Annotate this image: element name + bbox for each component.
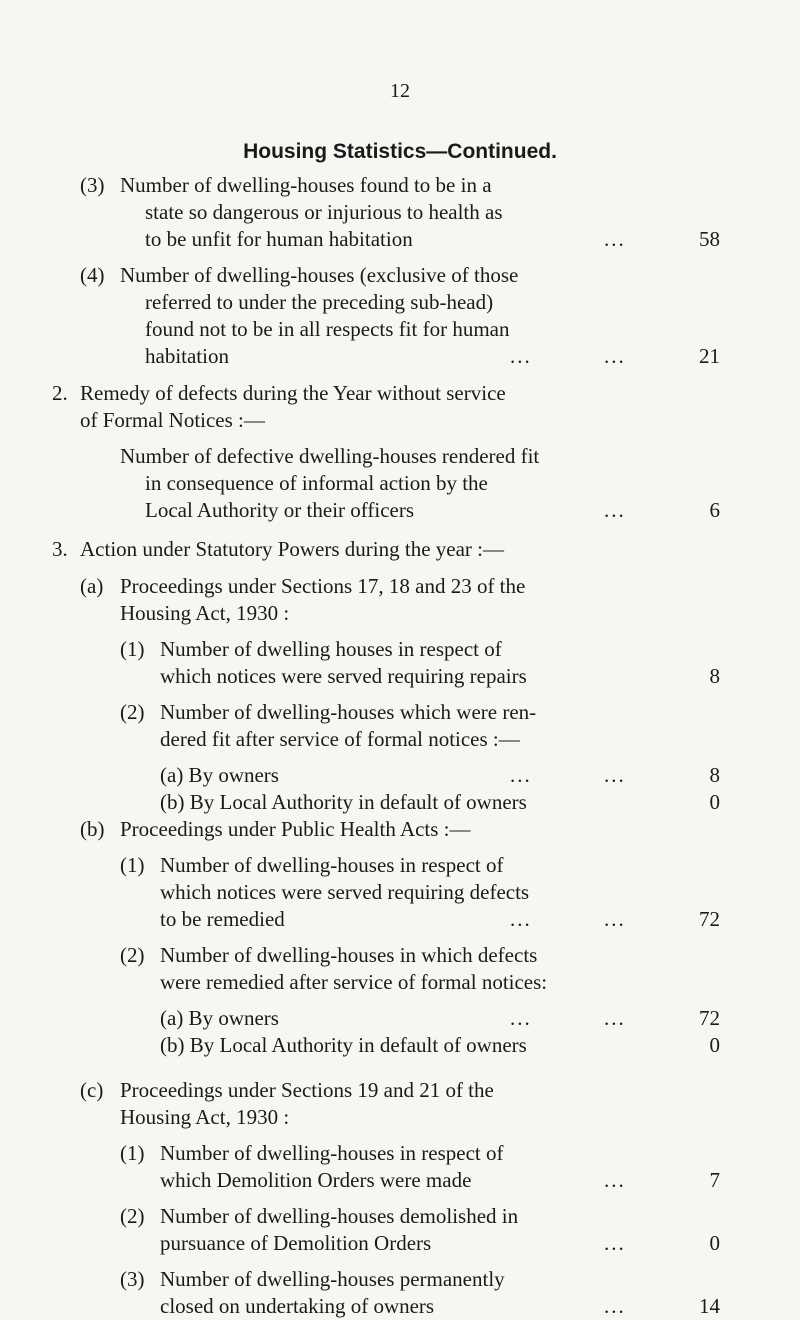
section-3c-3-line-2: closed on undertaking of owners [160, 1294, 435, 1318]
section-2-label: 2. [52, 381, 68, 405]
section-3a-owners: (a) By owners [160, 763, 279, 787]
section-3c-2-label: (2) [120, 1204, 145, 1228]
section-3a-1-value: 8 [709, 664, 720, 688]
section-3-title: Action under Statutory Powers during the year :— [80, 537, 504, 561]
item-3-leader: ... [604, 227, 626, 251]
section-3c-line-1: Proceedings under Sections 19 and 21 of the [120, 1078, 494, 1102]
section-2-sub-line-1: Number of defective dwelling-houses rendered fit [120, 444, 540, 468]
section-3a-local-authority-value: 0 [709, 790, 720, 814]
item-4-line-4: habitation [145, 344, 229, 368]
section-3b-local-authority: (b) By Local Authority in default of owners [160, 1033, 527, 1057]
section-3c-3-line-1: Number of dwelling-houses permanently [160, 1267, 505, 1291]
section-2-value: 6 [709, 498, 720, 522]
item-3-value: 58 [699, 227, 720, 251]
section-3a-1-line-1: Number of dwelling houses in respect of [160, 637, 502, 661]
section-3a-local-authority: (b) By Local Authority in default of owners [160, 790, 527, 814]
section-3b-owners: (a) By owners [160, 1006, 279, 1030]
section-3c-label: (c) [80, 1078, 104, 1102]
item-3-line-2: state so dangerous or injurious to health as [145, 200, 503, 224]
item-3-line-3: to be unfit for human habitation [145, 227, 413, 251]
section-3a-owners-leader-2: ... [604, 763, 626, 787]
section-3b-1-leader-2: ... [604, 907, 626, 931]
section-3a-2-label: (2) [120, 700, 145, 724]
item-4-line-1: Number of dwelling-houses (exclusive of those [120, 263, 519, 287]
section-2-sub-line-2: in consequence of informal action by the [145, 471, 488, 495]
section-2-leader: ... [604, 498, 626, 522]
section-3b-1-leader-1: ... [510, 907, 532, 931]
section-3b-owners-leader-2: ... [604, 1006, 626, 1030]
section-3c-1-line-1: Number of dwelling-houses in respect of [160, 1141, 504, 1165]
page-title: Housing Statistics—Continued. [243, 140, 557, 163]
section-3b-label: (b) [80, 817, 105, 841]
item-4-leader-1: ... [510, 344, 532, 368]
section-3c-line-2: Housing Act, 1930 : [120, 1105, 290, 1129]
item-3-label: (3) [80, 173, 105, 197]
section-3c-2-line-2: pursuance of Demolition Orders [160, 1231, 432, 1255]
item-4-line-2: referred to under the preceding sub-head) [145, 290, 494, 314]
item-4-value: 21 [699, 344, 720, 368]
section-3b-2-line-2: were remedied after service of formal notices: [160, 970, 548, 994]
section-3b-1-line-2: which notices were served requiring defects [160, 880, 530, 904]
section-3c-2-line-1: Number of dwelling-houses demolished in [160, 1204, 519, 1228]
section-3b-owners-leader-1: ... [510, 1006, 532, 1030]
section-3-label: 3. [52, 537, 68, 561]
item-4-label: (4) [80, 263, 105, 287]
section-3b-line-1: Proceedings under Public Health Acts :— [120, 817, 471, 841]
section-3b-owners-value: 72 [699, 1006, 720, 1030]
item-4-line-3: found not to be in all respects fit for human [145, 317, 510, 341]
section-3b-1-label: (1) [120, 853, 145, 877]
item-4-leader-2: ... [604, 344, 626, 368]
section-3c-3-value: 14 [699, 1294, 720, 1318]
section-3a-line-1: Proceedings under Sections 17, 18 and 23 of the [120, 574, 526, 598]
section-3a-2-line-1: Number of dwelling-houses which were ren- [160, 700, 537, 724]
section-3c-1-line-2: which Demolition Orders were made [160, 1168, 472, 1192]
section-3c-1-value: 7 [709, 1168, 720, 1192]
page-number: 12 [390, 80, 410, 102]
section-2-sub-line-3: Local Authority or their officers [145, 498, 415, 522]
section-3c-2-value: 0 [709, 1231, 720, 1255]
section-3b-2-line-1: Number of dwelling-houses in which defects [160, 943, 538, 967]
section-3b-1-line-3: to be remedied [160, 907, 285, 931]
section-3a-1-label: (1) [120, 637, 145, 661]
section-3a-owners-value: 8 [709, 763, 720, 787]
section-3b-1-line-1: Number of dwelling-houses in respect of [160, 853, 504, 877]
section-3b-2-label: (2) [120, 943, 145, 967]
section-3a-line-2: Housing Act, 1930 : [120, 601, 290, 625]
item-3-line-1: Number of dwelling-houses found to be in a [120, 173, 492, 197]
section-3b-1-value: 72 [699, 907, 720, 931]
section-2-line-1: Remedy of defects during the Year without service [80, 381, 506, 405]
section-3c-1-label: (1) [120, 1141, 145, 1165]
section-3c-1-leader: ... [604, 1168, 626, 1192]
section-2-line-2: of Formal Notices :— [80, 408, 265, 432]
section-3a-1-line-2: which notices were served requiring repairs [160, 664, 527, 688]
section-3c-3-label: (3) [120, 1267, 145, 1291]
section-3b-local-authority-value: 0 [709, 1033, 720, 1057]
section-3a-label: (a) [80, 574, 104, 598]
section-3c-3-leader: ... [604, 1294, 626, 1318]
section-3c-2-leader: ... [604, 1231, 626, 1255]
section-3a-2-line-2: dered fit after service of formal notices :— [160, 727, 520, 751]
section-3a-owners-leader-1: ... [510, 763, 532, 787]
